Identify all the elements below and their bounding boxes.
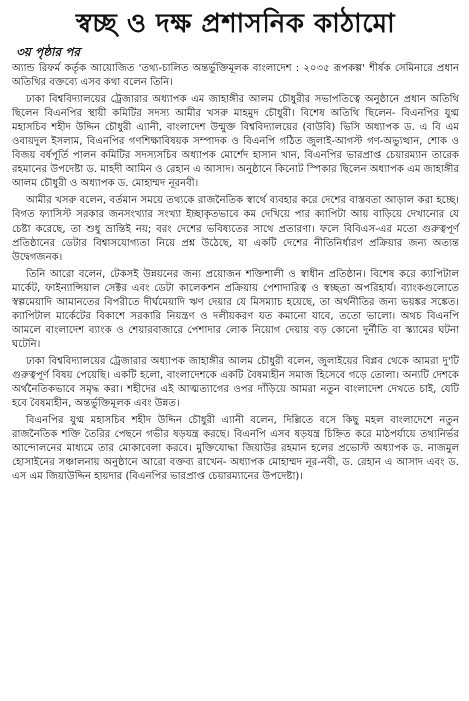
headline: স্বচ্ছ ও দক্ষ প্রশাসনিক কাঠামো	[75, 9, 396, 39]
article-paragraph-3: আমীর খসরু বলেন, বর্তমান সময়ে তথ্যকে রাজনৈতিক স্বার্থে ব্যবহার করে দেশের বাস্তবতা আড়াল করা হচ্ছে। বিগত ফ্যাসিস্ট সরকার জনসংখ্যার সংখ্যা ইচ্ছাকৃতভাবে কম দেখিয়ে পার ক্যাপিটা আয় বাড়িয়ে দেখানোর যে চেষ্টা করেছে, তা শুধু ভ্রান্তিই নয়; বরং দেশের ভবিষ্যতের সাথে প্রতারণা। ফলে বিবিএস-এর মতো গুরুত্বপূর্ণ প্রতিষ্ঠানের ডেটার বিশ্বাসযোগ্যতা নিয়ে প্রশ্ন উঠেছে, যা একটি দেশের নীতিনির্ধারণ প্রক্রিয়ার জন্য অত্যন্ত উদ্বেগজনক।	[12, 195, 459, 263]
article-paragraph-1: অ্যান্ড রিফর্ম কর্তৃক আয়োজিত 'তথ্য-চালিত অন্তর্ভুক্তিমূলক বাংলাদেশ : ২০৩৫ রূপকল্প' শীর্ষক সেমিনারে প্রধান অতিথির বক্তব্যে এসব কথা বলেন তিনি।	[12, 63, 459, 89]
article-body	[12, 62, 459, 484]
article-paragraph-6: বিএনপির যুগ্ম মহাসচিব শহীদ উদ্দিন চৌধুরী এ্যানী বলেন, দিল্লিতে বসে কিছু মহল বাংলাদেশে নতুন রাজনৈতিক শক্তি তৈরির পেছনে গভীর ষড়যন্ত্র করছে। বিএনপি এসব ষড়যন্ত্র চিহ্নিত করে মাঠপর্যায়ে তথ্যনির্ভর আন্দোলনের মাধ্যমে তার মোকাবেলা করবে। মুক্তিযোদ্ধা জিয়াউর রহমান হলের প্রভোস্ট অধ্যাপক ড. নাজমুল হোসাইনের সঞ্চালনায় অনুষ্ঠানে আরো বক্তব্য রাখেন- অধ্যাপক মোহাম্মদ নূর-নবী, ড. রেহান এ আসাদ এবং ড. এস এম জিয়াউদ্দিন হায়দার (বিএনপির ভারপ্রাপ্ত চেয়ারম্যানের উপদেষ্টা)।	[12, 415, 459, 483]
continuation-label: ৩য় পৃষ্ঠার পর	[16, 45, 81, 59]
article-paragraph-4: তিনি আরো বলেন, টেকসই উন্নয়নের জন্য প্রয়োজন শক্তিশালী ও স্বাধীন প্রতিষ্ঠান। বিশেষ করে ক্যাপিটাল মার্কেট, ফাইন্যান্সিয়াল সেক্টর এবং ডেটা কালেকশন প্রক্রিয়ায় পেশাদারিত্ব ও স্বচ্ছতা অপরিহার্য। ব্যাংকগুলোতে স্বল্পমেয়াদি আমানতের বিপরীতে দীর্ঘমেয়াদি ঋণ দেয়ার যে মিসম্যাচ হয়েছে, তা অর্থনীতির জন্য ভয়ঙ্কর সঙ্কেত। ক্যাপিটাল মার্কেটের বিকাশে সরকারি নিয়ন্ত্রণ ও দলীয়করণ যত কমানো যাবে, ততো ভালো। অথচ বিএনপি আমলে বাংলাদেশ ব্যাংক ও শেয়ারবাজারে পেশাদার লোক নিয়োগ দেয়ায় বড় কোনো দুর্নীতি বা স্ক্যামের ঘটনা ঘটেনি।	[12, 268, 459, 350]
article-paragraph-5: ঢাকা বিশ্ববিদ্যালয়ের ট্রেজারার অধ্যাপক জাহাঙ্গীর আলম চৌধুরী বলেন, জুলাইয়ের বিপ্লব থেকে আমরা দু'টি গুরুত্বপূর্ণ বিষয় পেয়েছি। একটি হলো, বাংলাদেশকে একটি বৈষম্যহীন সমাজ হিসেবে গড়ে তোলা। অন্যটি দেশকে অর্থনৈতিকভাবে সমৃদ্ধ করা। শহীদের এই আত্মত্যাগের ওপর দাঁড়িয়ে আমরা নতুন বাংলাদেশ দেখতে চাই, যেটি হবে বৈষম্যহীন, অন্তর্ভুক্তিমূলক এবং উন্নত।	[12, 355, 459, 410]
article-paragraph-2: ঢাকা বিশ্ববিদ্যালয়ের ট্রেজারার অধ্যাপক এম জাহাঙ্গীর আলম চৌধুরীর সভাপতিত্বে অনুষ্ঠানে প্রধান অতিথি ছিলেন বিএনপির স্থায়ী কমিটির সদস্য আমীর খসরু মাহমুদ চৌধুরী। বিশেষ অতিথি ছিলেন- বিএনপির যুগ্ম মহাসচিব শহীদ উদ্দিন চৌধুরী এ্যানী, বাংলাদেশ উন্মুক্ত বিশ্ববিদ্যালয়ের (বাউবি) ভিসি অধ্যাপক ড. এ বি এম ওবায়দুল ইসলাম, বিএনপির গণশিক্ষাবিষয়ক সম্পাদক ও বিএনপি গঠিত জুলাই-আগস্ট গণ-অভ্যুত্থান, শোক ও বিজয় বর্ষপূর্তি পালন কমিটির সদস্যসচিব অধ্যাপক মোর্শেদ হাসান খান, বিএনপির ভারপ্রাপ্ত চেয়ারম্যান তারেক রহমানের উপদেষ্টা ড. মাহদী আমিন ও রেহান এ আসাদ। অনুষ্ঠানে কিনোট স্পিকার ছিলেন অধ্যাপক এম জাহাঙ্গীর আলম চৌধুরী ও অধ্যাপক ড. মোহাম্মদ নূরনবী।	[12, 94, 459, 190]
